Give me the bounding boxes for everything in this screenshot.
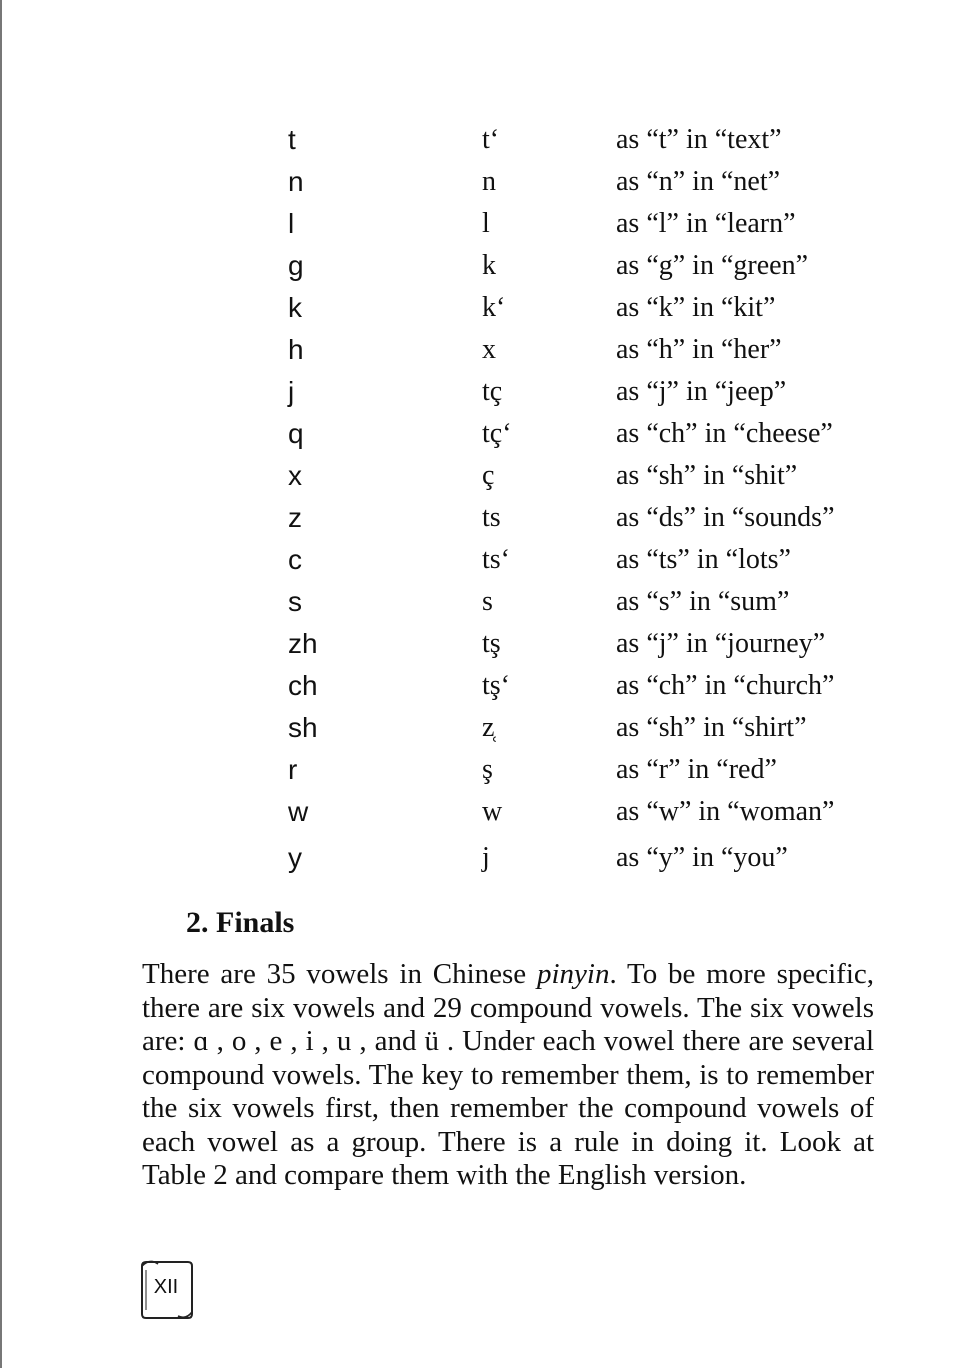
- initial-row: [0, 628, 960, 670]
- finals-heading: 2. Finals: [186, 906, 295, 939]
- initial-ipa: ş: [482, 754, 493, 785]
- initial-row: [0, 334, 960, 376]
- initial-ipa: z̜: [482, 712, 495, 743]
- initial-ipa: ts‘: [482, 544, 510, 575]
- initial-pinyin: j: [288, 376, 295, 407]
- initial-description: as “ts” in “lots”: [616, 544, 791, 575]
- initial-ipa: l: [482, 208, 490, 239]
- initial-ipa: w: [482, 796, 503, 827]
- initial-description: as “y” in “you”: [616, 842, 788, 873]
- initial-description: as “ch” in “church”: [616, 670, 835, 701]
- initial-pinyin: c: [288, 544, 302, 575]
- initial-row: [0, 586, 960, 628]
- initial-description: as “sh” in “shit”: [616, 460, 798, 491]
- initial-row: [0, 460, 960, 502]
- initial-row: [0, 292, 960, 334]
- initial-ipa: j: [482, 842, 490, 873]
- initial-description: as “t” in “text”: [616, 124, 782, 155]
- initial-row: [0, 842, 960, 884]
- initial-ipa: k: [482, 250, 496, 281]
- initial-row: [0, 208, 960, 250]
- initial-description: as “sh” in “shirt”: [616, 712, 807, 743]
- initial-row: [0, 670, 960, 712]
- finals-paragraph-part1: There are 35 vowels in Chinese: [142, 958, 537, 990]
- initial-description: as “n” in “net”: [616, 166, 781, 197]
- initial-row: [0, 124, 960, 166]
- initial-row: [0, 376, 960, 418]
- initial-description: as “j” in “jeep”: [616, 376, 787, 407]
- initial-pinyin: x: [288, 460, 302, 491]
- initial-description: as “s” in “sum”: [616, 586, 790, 617]
- initial-row: [0, 418, 960, 460]
- initial-description: as “g” in “green”: [616, 250, 808, 281]
- pinyin-italic: pinyin: [536, 958, 610, 990]
- initial-description: as “j” in “journey”: [616, 628, 826, 659]
- initial-ipa: tş: [482, 628, 501, 659]
- initial-ipa: s: [482, 586, 493, 617]
- initial-row: [0, 796, 960, 838]
- initial-row: [0, 502, 960, 544]
- initial-ipa: tç: [482, 376, 503, 407]
- initial-ipa: n: [482, 166, 496, 197]
- initial-pinyin: g: [288, 250, 304, 281]
- initial-ipa: tç‘: [482, 418, 512, 449]
- initial-pinyin: s: [288, 586, 302, 617]
- initial-pinyin: zh: [288, 628, 318, 659]
- initial-row: [0, 250, 960, 292]
- initial-pinyin: k: [288, 292, 302, 323]
- initial-ipa: k‘: [482, 292, 506, 323]
- initial-description: as “k” in “kit”: [616, 292, 776, 323]
- initial-ipa: t‘: [482, 124, 500, 155]
- initial-description: as “h” in “her”: [616, 334, 782, 365]
- initial-pinyin: l: [288, 208, 295, 239]
- initial-pinyin: sh: [288, 712, 318, 743]
- initial-description: as “w” in “woman”: [616, 796, 835, 827]
- initial-pinyin: q: [288, 418, 304, 449]
- initial-pinyin: h: [288, 334, 304, 365]
- initial-ipa: tş‘: [482, 670, 510, 701]
- initial-pinyin: n: [288, 166, 304, 197]
- initial-pinyin: y: [288, 842, 302, 873]
- initial-pinyin: r: [288, 754, 298, 785]
- initial-row: [0, 166, 960, 208]
- initial-row: [0, 754, 960, 796]
- initial-description: as “ch” in “cheese”: [616, 418, 833, 449]
- finals-paragraph-part2: . To be more specific, there are six vowels and 29 compound vowels. The six vowels are: ɑ , o , e , i , u , and ü . Under each vowel there are several compound vowels. The key to remember them, is to remember the six vowels first, then remember the compound vowels of each vowel as a group. There is a rule in doing it. Look at Table 2 and compare them with the English version.: [142, 958, 874, 1191]
- initial-pinyin: w: [288, 796, 309, 827]
- initial-row: [0, 712, 960, 754]
- initial-pinyin: z: [288, 502, 302, 533]
- initial-ipa: x: [482, 334, 496, 365]
- initial-row: [0, 544, 960, 586]
- page-number: XII: [153, 1276, 179, 1298]
- initial-description: as “r” in “red”: [616, 754, 777, 785]
- initial-pinyin: t: [288, 124, 296, 155]
- initial-ipa: ts: [482, 502, 501, 533]
- initial-ipa: ç: [482, 460, 495, 491]
- initial-description: as “l” in “learn”: [616, 208, 796, 239]
- finals-paragraph: [142, 958, 874, 1193]
- initial-pinyin: ch: [288, 670, 318, 701]
- initial-description: as “ds” in “sounds”: [616, 502, 835, 533]
